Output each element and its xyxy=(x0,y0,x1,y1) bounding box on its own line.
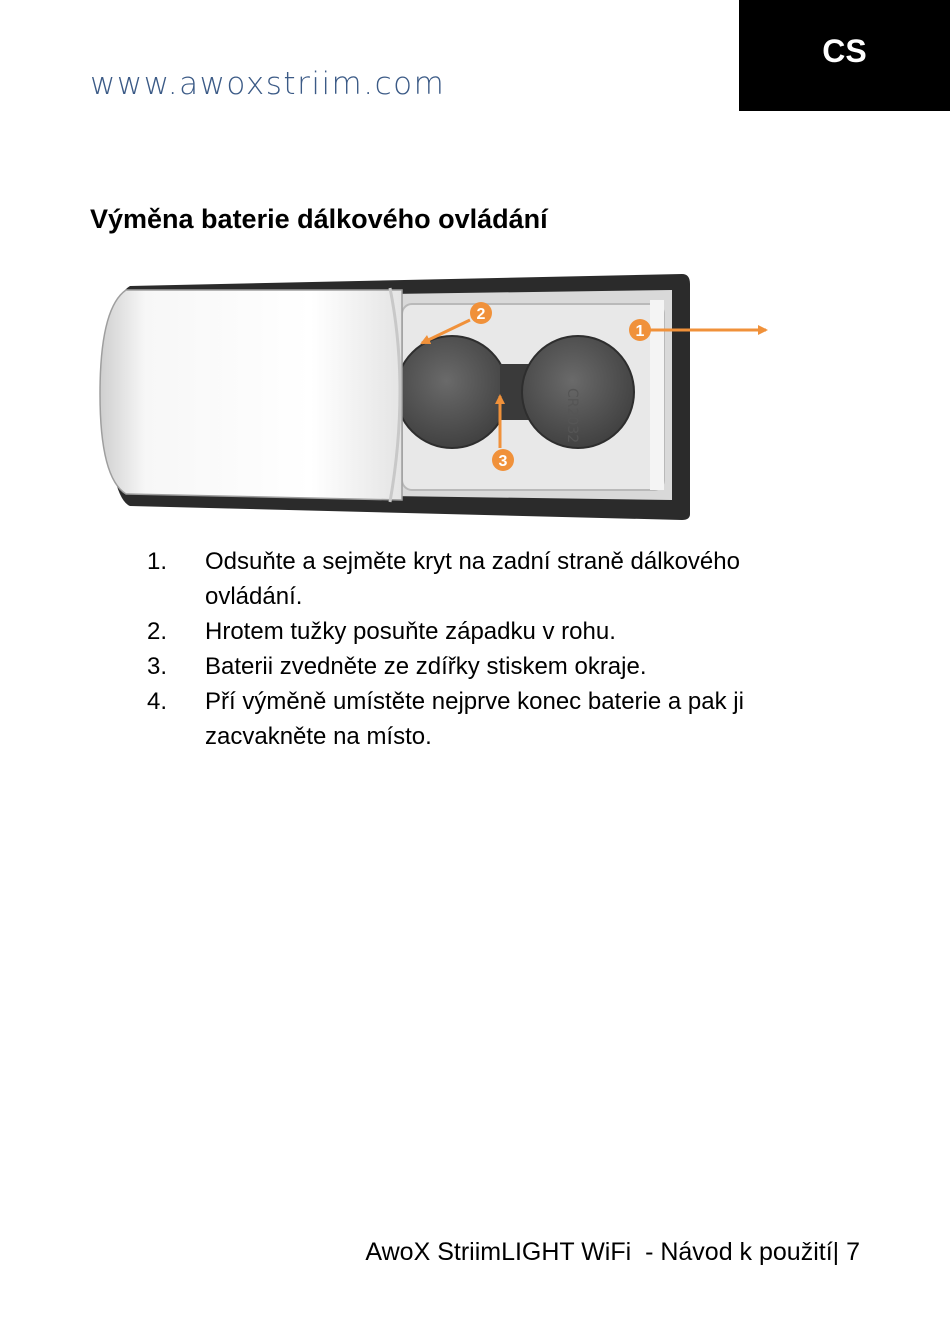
language-badge xyxy=(739,0,950,111)
step-text: Baterii zvedněte ze zdířky stiskem okraje. xyxy=(205,653,647,680)
step-item xyxy=(147,684,827,754)
step-text: Pří výměně umístěte nejprve konec baterie a pak ji zacvakněte na místo. xyxy=(205,688,744,750)
step-number: 3. xyxy=(147,653,168,680)
instruction-steps xyxy=(147,544,827,754)
battery-left xyxy=(396,336,508,448)
battery-cover xyxy=(100,288,402,502)
step-number: 4. xyxy=(147,688,168,715)
svg-text:2: 2 xyxy=(476,306,486,323)
section-title: Výměna baterie dálkového ovládání xyxy=(90,204,548,234)
svg-text:3: 3 xyxy=(498,453,508,470)
remote-battery-illustration xyxy=(90,268,790,524)
callout-3 xyxy=(492,449,514,471)
battery-marking: CR2032 xyxy=(564,388,580,444)
svg-text:1: 1 xyxy=(635,323,645,340)
step-item xyxy=(147,614,827,649)
language-code: CS xyxy=(822,33,867,69)
battery-right xyxy=(522,336,634,448)
page-footer: AwoX StriimLIGHT WiFi - Návod k použití| 7 xyxy=(365,1238,860,1266)
step-item xyxy=(147,544,827,614)
step-text: Hrotem tužky posuňte západku v rohu. xyxy=(205,618,616,645)
step-item xyxy=(147,649,827,684)
callout-2 xyxy=(470,302,492,324)
step-text: Odsuňte a sejměte kryt na zadní straně dálkového ovládání. xyxy=(205,548,740,610)
step-number: 2. xyxy=(147,618,168,645)
step-number: 1. xyxy=(147,548,168,575)
website-url[interactable]: www.awoxstriim.com xyxy=(90,66,446,102)
callout-1 xyxy=(629,319,651,341)
